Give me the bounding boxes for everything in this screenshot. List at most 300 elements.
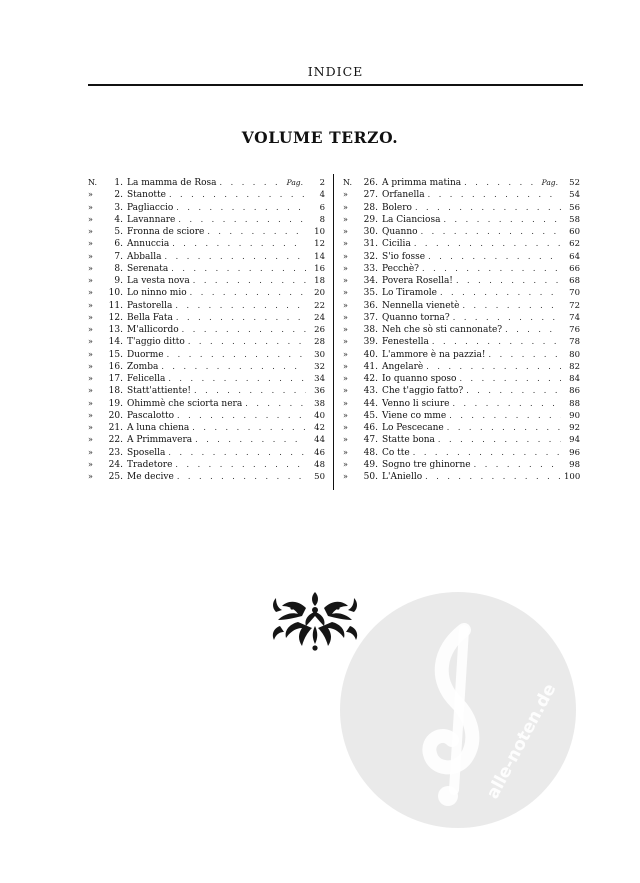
ditto-mark: »: [88, 459, 93, 469]
entry-page-number: 90: [569, 410, 580, 421]
entry-title: Io quanno sposo: [382, 374, 457, 384]
entry-number: 19.: [108, 398, 123, 409]
leader-dots: [161, 361, 306, 373]
entry-page-number: 82: [569, 361, 580, 372]
entry-number: 4.: [114, 214, 123, 225]
index-entry: [88, 177, 325, 189]
ditto-mark: »: [343, 288, 348, 298]
ditto-mark: »: [343, 325, 348, 334]
leader-dots: [168, 447, 306, 459]
ditto-mark: »: [88, 447, 93, 457]
leader-dots: [178, 214, 306, 226]
index-entry: [343, 459, 580, 471]
ditto-mark: »: [88, 312, 93, 322]
entry-number: 37.: [363, 312, 378, 323]
ditto-mark: »: [88, 202, 93, 212]
index-entry: [88, 214, 325, 226]
ditto-mark: »: [343, 202, 348, 212]
entry-page-number: 14: [314, 251, 325, 262]
entry-title: Pascalotto: [127, 410, 174, 421]
entry-number: 42.: [363, 374, 378, 384]
index-entry: [343, 471, 580, 483]
entry-title: Che t'aggio fatto?: [382, 386, 464, 397]
index-entry: [88, 263, 325, 275]
index-entry: [343, 287, 580, 299]
entry-title: T'aggio ditto: [127, 337, 185, 348]
ditto-mark: »: [343, 423, 348, 432]
leader-dots: [207, 226, 306, 238]
entry-title: Bolero: [382, 202, 412, 213]
entry-title: A primma matina: [382, 178, 462, 188]
ditto-mark: »: [88, 325, 93, 334]
leader-dots: [505, 324, 561, 336]
entry-number: 16.: [108, 361, 123, 372]
entry-number: 41.: [363, 361, 378, 372]
index-entry: [343, 324, 580, 336]
index-entry: [343, 177, 580, 189]
entry-title: La Cianciosa: [382, 214, 441, 225]
index-entry: [343, 398, 580, 410]
entry-number: 5.: [114, 227, 123, 237]
entry-title: Tradetore: [127, 459, 173, 470]
index-entry: [343, 312, 580, 324]
entry-title: Venno li sciure: [382, 398, 450, 409]
entry-number: 45.: [363, 410, 378, 421]
entry-number: 18.: [108, 386, 123, 397]
index-entry: [343, 251, 580, 263]
ditto-mark: »: [88, 276, 93, 285]
entry-number: 49.: [363, 459, 378, 470]
ditto-mark: »: [88, 300, 93, 310]
ditto-mark: »: [343, 300, 348, 310]
treble-clef-watermark-icon: [338, 590, 578, 830]
entry-title: Serenata: [127, 263, 169, 274]
leader-dots: [453, 312, 561, 324]
index-entry: [88, 324, 325, 336]
entry-number: 47.: [363, 435, 378, 446]
ditto-mark: »: [88, 349, 93, 359]
entry-page-number: 6: [319, 202, 325, 213]
entry-number: 28.: [363, 202, 378, 213]
entry-title: Quanno: [382, 227, 418, 237]
ditto-mark: »: [343, 459, 348, 469]
entry-number: 31.: [363, 239, 378, 250]
leader-dots: [245, 398, 306, 410]
leader-dots: [193, 275, 306, 287]
index-entry: [88, 398, 325, 410]
ditto-mark: »: [88, 472, 93, 481]
ditto-mark: »: [88, 398, 93, 408]
entry-title: Quanno torna?: [382, 312, 450, 323]
ditto-mark: »: [88, 263, 93, 273]
leader-dots: [168, 373, 306, 385]
leader-dots: [428, 189, 561, 201]
entry-title: S'io fosse: [382, 251, 426, 262]
entry-number: 29.: [363, 214, 378, 225]
entry-title: Co tte: [382, 447, 410, 458]
ditto-mark: »: [343, 435, 348, 445]
index-entry: [88, 287, 325, 299]
leader-dots: [413, 447, 561, 459]
entry-title: Viene co mme: [382, 410, 447, 421]
leader-dots: [426, 361, 561, 373]
entry-number: 27.: [363, 190, 378, 201]
entry-title: Me decive: [127, 472, 174, 482]
ditto-mark: »: [343, 398, 348, 408]
ditto-mark: »: [343, 472, 348, 481]
index-entry: [88, 373, 325, 385]
ditto-mark: »: [88, 190, 93, 200]
ditto-mark: »: [88, 423, 93, 432]
entry-number: 35.: [363, 288, 378, 299]
entry-page-number: 80: [569, 349, 580, 360]
entry-title: Zomba: [127, 361, 159, 372]
entry-page-number: 30: [314, 349, 325, 360]
entry-title: L'Aniello: [382, 472, 423, 482]
leader-dots: [459, 373, 561, 385]
entry-page-number: 16: [314, 263, 325, 274]
entry-page-number: 96: [569, 447, 580, 458]
leader-dots: [182, 324, 306, 336]
entry-title: Pagliaccio: [127, 202, 174, 213]
entry-number: 1.: [114, 178, 123, 188]
entry-title: Pastorella: [127, 300, 173, 311]
entry-number: 43.: [363, 386, 378, 397]
ditto-mark: »: [88, 214, 93, 224]
leader-dots: [474, 459, 561, 471]
leader-dots: [415, 202, 561, 214]
ditto-mark: »: [88, 374, 93, 383]
entry-number: 21.: [108, 423, 123, 433]
entry-title: Lo Pescecane: [382, 423, 444, 433]
entry-number: 20.: [108, 410, 123, 421]
leader-dots: [428, 251, 561, 263]
entry-number: 2.: [114, 190, 123, 201]
entry-title: Neh che sò sti cannonate?: [382, 325, 503, 335]
index-entry: [88, 202, 325, 214]
entry-page-number: 66: [569, 263, 580, 274]
index-entry: [343, 349, 580, 361]
entry-number: 11.: [108, 300, 123, 311]
entry-page-number: 2: [319, 178, 325, 188]
ditto-mark: »: [88, 251, 93, 261]
entry-page-number: 100: [564, 472, 581, 482]
entry-page-number: 58: [569, 214, 580, 225]
entry-page-number: 60: [569, 227, 580, 237]
entry-page-number: 12: [314, 239, 325, 250]
entry-page-number: 68: [569, 276, 580, 286]
entry-page-number: 62: [569, 239, 580, 250]
entry-number: 46.: [363, 423, 378, 433]
leader-dots: [438, 434, 561, 446]
entry-number: 32.: [363, 251, 378, 262]
index-entry: [343, 422, 580, 434]
ditto-mark: »: [88, 288, 93, 298]
entry-title: Orfanella: [382, 190, 425, 201]
leader-dots: [177, 471, 306, 483]
entry-number: 6.: [114, 239, 123, 250]
leader-dots: [464, 177, 538, 189]
entry-title: Sogno tre ghinorne: [382, 459, 471, 470]
entry-number: 10.: [108, 288, 123, 299]
leader-dots: [172, 238, 306, 250]
index-entry: [88, 385, 325, 397]
ditto-mark: »: [88, 410, 93, 420]
entry-number: 30.: [363, 227, 378, 237]
entry-page-number: 64: [569, 251, 580, 262]
entry-page-number: 42: [314, 423, 325, 433]
index-entry: [343, 410, 580, 422]
entry-page-number: 20: [314, 288, 325, 299]
index-entry: [343, 300, 580, 312]
entry-title: Felicella: [127, 374, 166, 384]
leader-dots: [447, 422, 561, 434]
index-entry: [343, 238, 580, 250]
entry-page-number: 76: [569, 325, 580, 335]
entry-title: Pecchè?: [382, 263, 420, 274]
header-rule: [88, 84, 583, 86]
entry-page-number: 46: [314, 447, 325, 458]
index-entry: [343, 275, 580, 287]
leader-dots: [195, 434, 306, 446]
entry-page-number: 72: [569, 300, 580, 311]
ditto-mark: »: [88, 386, 93, 396]
number-prefix: N.: [343, 178, 353, 187]
entry-number: 24.: [108, 459, 123, 470]
entry-number: 33.: [363, 263, 378, 274]
entry-number: 13.: [108, 325, 123, 335]
ditto-mark: »: [343, 239, 348, 249]
ditto-mark: »: [343, 410, 348, 420]
entry-number: 23.: [108, 447, 123, 458]
entry-page-number: 8: [319, 214, 325, 225]
watermark-text: alle-noten.de: [482, 680, 561, 803]
ditto-mark: »: [343, 263, 348, 273]
entry-page-number: 40: [314, 410, 325, 421]
index-entry: [343, 385, 580, 397]
ditto-mark: »: [343, 337, 348, 347]
ditto-mark: »: [343, 251, 348, 261]
ditto-mark: »: [88, 435, 93, 445]
ditto-mark: »: [343, 190, 348, 200]
entry-title: Angelarè: [382, 361, 424, 372]
leader-dots: [440, 287, 561, 299]
leader-dots: [177, 410, 306, 422]
entry-number: 3.: [114, 202, 123, 213]
entry-title: Lo ninno mio: [127, 288, 187, 299]
leader-dots: [192, 422, 306, 434]
volume-title: VOLUME TERZO.: [241, 128, 399, 147]
leader-dots: [176, 312, 306, 324]
index-entry: [88, 251, 325, 263]
ditto-mark: »: [88, 227, 93, 236]
entry-page-number: 54: [569, 190, 580, 201]
entry-page-number: 28: [314, 337, 325, 348]
pag-label: Pag.: [541, 178, 558, 187]
entry-page-number: 34: [314, 374, 325, 384]
entry-number: 17.: [108, 374, 123, 384]
entry-number: 34.: [363, 276, 378, 286]
index-entry: [88, 275, 325, 287]
entry-title: Lo Tiramole: [382, 288, 437, 299]
entry-page-number: 18: [314, 276, 325, 286]
entry-page-number: 94: [569, 435, 580, 446]
leader-dots: [421, 226, 561, 238]
ditto-mark: »: [343, 374, 348, 383]
leader-dots: [171, 263, 306, 275]
ditto-mark: »: [88, 361, 93, 371]
index-entry: [88, 189, 325, 201]
leader-dots: [165, 251, 306, 263]
leader-dots: [220, 177, 284, 189]
index-column-left: [88, 177, 325, 483]
entry-number: 38.: [363, 325, 378, 335]
index-entry: [88, 238, 325, 250]
leader-dots: [449, 410, 561, 422]
index-entry: [88, 300, 325, 312]
entry-page-number: 4: [319, 190, 325, 201]
entry-page-number: 44: [314, 435, 325, 446]
entry-page-number: 24: [314, 312, 325, 323]
entry-page-number: 86: [569, 386, 580, 397]
index-entry: [343, 226, 580, 238]
index-entry: [343, 361, 580, 373]
index-entry: [88, 434, 325, 446]
entry-title: M'allicordo: [127, 325, 179, 335]
entry-page-number: 78: [569, 337, 580, 348]
entry-title: Fenestella: [382, 337, 429, 348]
entry-number: 26.: [363, 178, 378, 188]
entry-number: 12.: [108, 312, 123, 323]
entry-number: 48.: [363, 447, 378, 458]
entry-number: 40.: [363, 349, 378, 360]
entry-page-number: 38: [314, 398, 325, 409]
entry-page-number: 36: [314, 386, 325, 397]
ditto-mark: »: [343, 276, 348, 285]
leader-dots: [456, 275, 561, 287]
entry-page-number: 32: [314, 361, 325, 372]
leader-dots: [190, 287, 306, 299]
ditto-mark: »: [88, 337, 93, 347]
index-entry: [88, 312, 325, 324]
leader-dots: [176, 202, 306, 214]
leader-dots: [466, 385, 561, 397]
ditto-mark: »: [343, 386, 348, 396]
leader-dots: [175, 459, 306, 471]
entry-page-number: 98: [569, 459, 580, 470]
entry-title: Stanotte: [127, 190, 166, 201]
index-entry: [343, 202, 580, 214]
ditto-mark: »: [343, 361, 348, 371]
entry-number: 25.: [108, 472, 123, 482]
index-entry: [343, 263, 580, 275]
leader-dots: [462, 300, 561, 312]
entry-number: 14.: [108, 337, 123, 348]
entry-title: Sposella: [127, 447, 166, 458]
entry-page-number: 48: [314, 459, 325, 470]
leader-dots: [194, 385, 306, 397]
entry-number: 8.: [114, 263, 123, 274]
ditto-mark: »: [343, 227, 348, 236]
ditto-mark: »: [343, 349, 348, 359]
ditto-mark: »: [343, 312, 348, 322]
entry-title: L'ammore è na pazzia!: [382, 349, 486, 360]
index-entry: [88, 361, 325, 373]
entry-title: Annuccia: [127, 239, 170, 250]
entry-title: Nennella vienetè: [382, 300, 460, 311]
entry-title: A Primmavera: [127, 435, 193, 446]
entry-number: 36.: [363, 300, 378, 311]
leader-dots: [452, 398, 561, 410]
number-prefix: N.: [88, 178, 98, 187]
entry-title: Ohimmè che sciorta nera: [127, 398, 243, 409]
entry-title: Duorme: [127, 349, 164, 360]
entry-title: Statt'attiente!: [127, 386, 192, 397]
entry-page-number: 92: [569, 423, 580, 433]
leader-dots: [414, 238, 561, 250]
entry-title: La vesta nova: [127, 276, 190, 286]
index-entry: [343, 336, 580, 348]
entry-title: Fronna de sciore: [127, 227, 205, 237]
index-entry: [88, 349, 325, 361]
index-entry: [343, 373, 580, 385]
column-divider: [333, 174, 334, 490]
leader-dots: [422, 263, 561, 275]
entry-page-number: 70: [569, 288, 580, 299]
index-entry: [88, 459, 325, 471]
index-entry: [88, 422, 325, 434]
entry-page-number: 10: [314, 227, 325, 237]
entry-number: 22.: [108, 435, 123, 446]
pag-label: Pag.: [286, 178, 303, 187]
index-entry: [343, 189, 580, 201]
entry-number: 7.: [114, 251, 123, 262]
entry-title: La mamma de Rosa: [127, 178, 217, 188]
entry-number: 39.: [363, 337, 378, 348]
index-entry: [343, 434, 580, 446]
index-entry: [88, 447, 325, 459]
index-entry: [88, 410, 325, 422]
index-entry: [88, 226, 325, 238]
entry-page-number: 88: [569, 398, 580, 409]
entry-title: Statte bona: [382, 435, 435, 446]
ditto-mark: »: [343, 214, 348, 224]
entry-number: 44.: [363, 398, 378, 409]
entry-title: Bella Fata: [127, 312, 173, 323]
entry-number: 9.: [114, 276, 123, 286]
leader-dots: [169, 189, 306, 201]
page-header-title: INDICE: [307, 64, 364, 79]
index-entry: [88, 471, 325, 483]
entry-page-number: 84: [569, 374, 580, 384]
entry-number: 15.: [108, 349, 123, 360]
index-entry: [88, 336, 325, 348]
leader-dots: [425, 471, 561, 483]
leader-dots: [188, 336, 306, 348]
entry-page-number: 74: [569, 312, 580, 323]
leader-dots: [175, 300, 306, 312]
leader-dots: [167, 349, 306, 361]
leader-dots: [488, 349, 561, 361]
entry-title: Lavannare: [127, 214, 176, 225]
index-entry: [343, 447, 580, 459]
entry-title: Povera Rosella!: [382, 276, 453, 286]
entry-page-number: 26: [314, 325, 325, 335]
index-column-right: [343, 177, 580, 483]
leader-dots: [432, 336, 561, 348]
entry-title: A luna chiena: [127, 423, 190, 433]
ditto-mark: »: [343, 447, 348, 457]
